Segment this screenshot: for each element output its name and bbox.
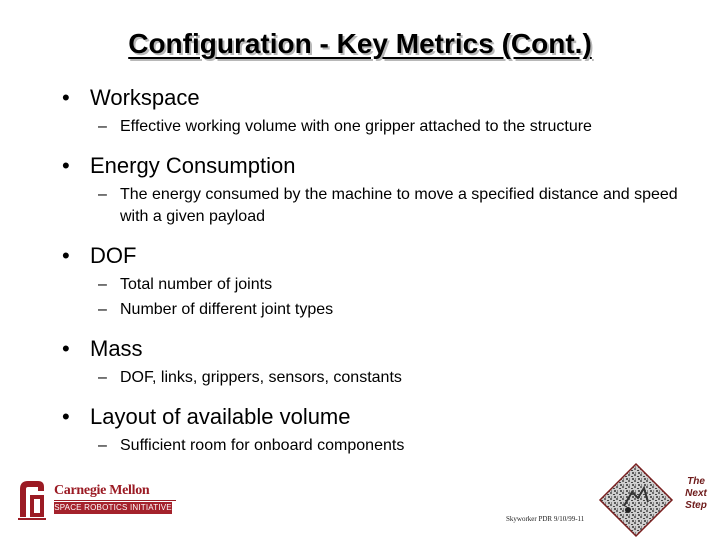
bullet-dot-icon: • xyxy=(62,404,70,429)
divider xyxy=(54,500,176,501)
bullet-label: DOF xyxy=(90,243,137,268)
bullet-dot-icon: • xyxy=(62,336,70,361)
bullet-item-energy xyxy=(62,152,702,228)
bullet-item-layout xyxy=(62,403,702,457)
bullet-label: Mass xyxy=(90,336,143,361)
dash-icon: – xyxy=(98,369,107,386)
slide-reference: Skyworker PDR 9/10/99-11 xyxy=(506,515,585,523)
bullet-item-workspace xyxy=(62,84,702,138)
sub-bullet: – Total number of joints xyxy=(62,274,702,296)
bullet-item-mass xyxy=(62,335,702,389)
dash-icon: – xyxy=(98,437,107,454)
dash-icon: – xyxy=(98,276,107,293)
bullet-list xyxy=(62,84,702,457)
sub-bullet: – Effective working volume with one gripper attached to the structure xyxy=(62,116,702,138)
dash-icon: – xyxy=(98,301,107,318)
dash-icon: – xyxy=(98,186,107,203)
bullet-dot-icon: • xyxy=(62,153,70,178)
next-step-tagline: The Next Step xyxy=(685,476,707,511)
bullet-label: Workspace xyxy=(90,85,200,110)
slide-title: Configuration - Key Metrics (Cont.) xyxy=(128,28,592,59)
dash-icon: – xyxy=(98,118,107,135)
initiative-banner: SPACE ROBOTICS INITIATIVE xyxy=(54,503,172,512)
next-step-diamond-icon xyxy=(598,462,674,538)
bullet-dot-icon: • xyxy=(62,85,70,110)
bullet-dot-icon: • xyxy=(62,243,70,268)
bullet-item-dof xyxy=(62,242,702,321)
sub-bullet: – The energy consumed by the machine to move a specified distance and speed with a given payload xyxy=(98,186,678,225)
robotics-institute-logo-icon xyxy=(16,477,48,521)
bullet-label: Energy Consumption xyxy=(90,153,296,178)
university-name: Carnegie Mellon xyxy=(54,483,150,498)
bullet-label: Layout of available volume xyxy=(90,404,351,429)
sub-bullet: – Number of different joint types xyxy=(62,299,702,321)
sub-bullet: – DOF, links, grippers, sensors, constants xyxy=(62,367,702,389)
sub-bullet: – Sufficient room for onboard components xyxy=(62,435,702,457)
